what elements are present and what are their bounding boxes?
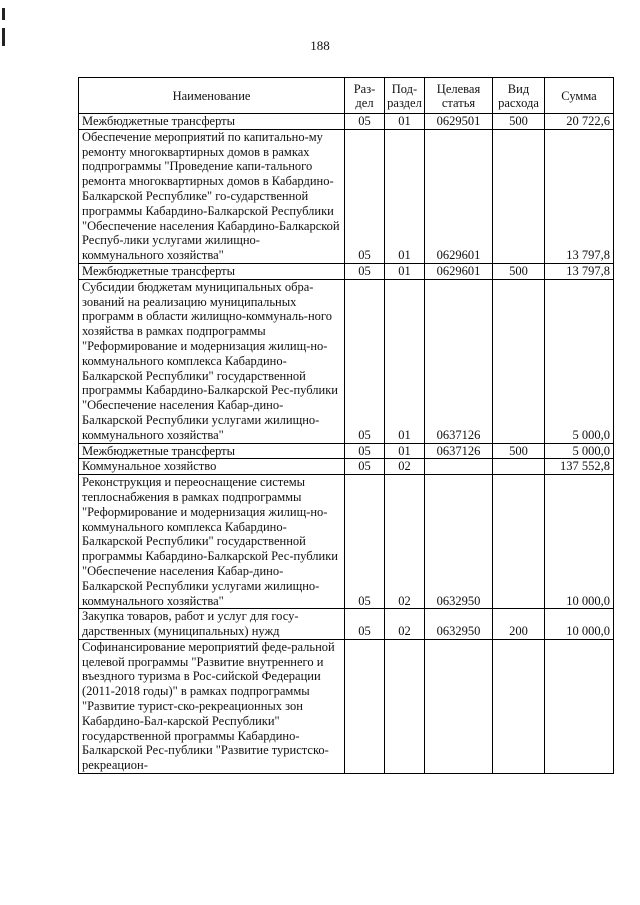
table-row [79, 443, 614, 459]
header-name: Наименование [79, 78, 345, 114]
table-row [79, 459, 614, 475]
row-name: Софинансирование мероприятий феде-ральной целевой программы "Развитие внутреннего и въездного туризма в Рос-сийской Федерации (2011-2018 годы)" в рамках подпрограммы "Развитие турист-ско-рекреационных зон Кабардино-Бал-карской Республики" государственной программы Кабардино-Балкарской Рес-публики "Развитие туристско-рекреацион- [79, 639, 345, 773]
header-amount: Сумма [545, 78, 614, 114]
header-expense-type: Вид расхода [493, 78, 545, 114]
row-amount: 5 000,0 [545, 443, 614, 459]
row-amount: 10 000,0 [545, 609, 614, 640]
row-amount: 20 722,6 [545, 114, 614, 130]
row-name: Межбюджетные трансферты [79, 114, 345, 130]
row-section: 05 [345, 263, 385, 279]
row-subsection: 01 [385, 114, 425, 130]
row-expense-type: 500 [493, 114, 545, 130]
table-header-row [79, 78, 614, 114]
row-expense-type: 500 [493, 443, 545, 459]
row-target: 0632950 [425, 609, 493, 640]
table-row [79, 129, 614, 263]
row-target [425, 459, 493, 475]
row-section: 05 [345, 475, 385, 609]
table-row [79, 263, 614, 279]
row-name: Субсидии бюджетам муниципальных обра-зований на реализацию муниципальных программ в области жилищно-коммуналь-ного хозяйства в рамках подпрограммы "Реформирование и модернизация жилищ-но-коммунального комплекса Кабардино-Балкарской Республики" государственной программы Кабардино-Балкарской Рес-публики "Обеспечение населения Кабар-дино-Балкарской Республики услугами жилищно-коммунального хозяйства" [79, 279, 345, 443]
row-amount: 10 000,0 [545, 475, 614, 609]
row-subsection: 01 [385, 129, 425, 263]
row-section: 05 [345, 279, 385, 443]
row-section: 05 [345, 114, 385, 130]
header-target: Целевая статья [425, 78, 493, 114]
budget-table [78, 77, 614, 774]
row-target: 0637126 [425, 443, 493, 459]
row-subsection: 01 [385, 263, 425, 279]
row-subsection: 02 [385, 475, 425, 609]
row-target [425, 639, 493, 773]
table-row [79, 114, 614, 130]
row-name: Обеспечение мероприятий по капитально-му ремонту многоквартирных домов в рамках подпрограммы "Проведение капи-тального ремонта многоквартирных домов в Кабардино-Балкарской Республике" го-сударственной программы Кабардино-Балкарской Республики "Обеспечение населения Кабардино-Балкарской Респуб-лики услугами жилищно-коммунального хозяйства" [79, 129, 345, 263]
row-target: 0637126 [425, 279, 493, 443]
row-name: Закупка товаров, работ и услуг для госу-дарственных (муниципальных) нужд [79, 609, 345, 640]
row-subsection [385, 639, 425, 773]
row-expense-type: 200 [493, 609, 545, 640]
page-edge-mark [2, 8, 5, 20]
row-amount: 137 552,8 [545, 459, 614, 475]
row-target: 0632950 [425, 475, 493, 609]
row-section: 05 [345, 129, 385, 263]
row-amount: 13 797,8 [545, 129, 614, 263]
row-name: Коммунальное хозяйство [79, 459, 345, 475]
row-expense-type [493, 129, 545, 263]
row-amount: 5 000,0 [545, 279, 614, 443]
header-subsection: Под- раздел [385, 78, 425, 114]
row-expense-type [493, 459, 545, 475]
row-subsection: 01 [385, 279, 425, 443]
row-name: Реконструкция и переоснащение системы теплоснабжения в рамках подпрограммы "Реформирование и модернизация жилищ-но-коммунального комплекса Кабардино-Балкарской Республики" государственной программы Кабардино-Балкарской Рес-публики "Обеспечение населения Кабар-дино-Балкарской Республики услугами жилищно-коммунального хозяйства" [79, 475, 345, 609]
row-section [345, 639, 385, 773]
table-row [79, 475, 614, 609]
row-expense-type [493, 475, 545, 609]
page-number: 188 [310, 38, 330, 53]
header-section: Раз- дел [345, 78, 385, 114]
table-row [79, 609, 614, 640]
row-subsection: 02 [385, 609, 425, 640]
row-expense-type [493, 279, 545, 443]
table-row [79, 639, 614, 773]
row-expense-type: 500 [493, 263, 545, 279]
row-amount: 13 797,8 [545, 263, 614, 279]
row-name: Межбюджетные трансферты [79, 263, 345, 279]
row-section: 05 [345, 443, 385, 459]
row-expense-type [493, 639, 545, 773]
row-section: 05 [345, 459, 385, 475]
row-name: Межбюджетные трансферты [79, 443, 345, 459]
row-subsection: 01 [385, 443, 425, 459]
row-section: 05 [345, 609, 385, 640]
table-row [79, 279, 614, 443]
row-target: 0629601 [425, 129, 493, 263]
row-subsection: 02 [385, 459, 425, 475]
row-target: 0629601 [425, 263, 493, 279]
row-target: 0629501 [425, 114, 493, 130]
row-amount [545, 639, 614, 773]
